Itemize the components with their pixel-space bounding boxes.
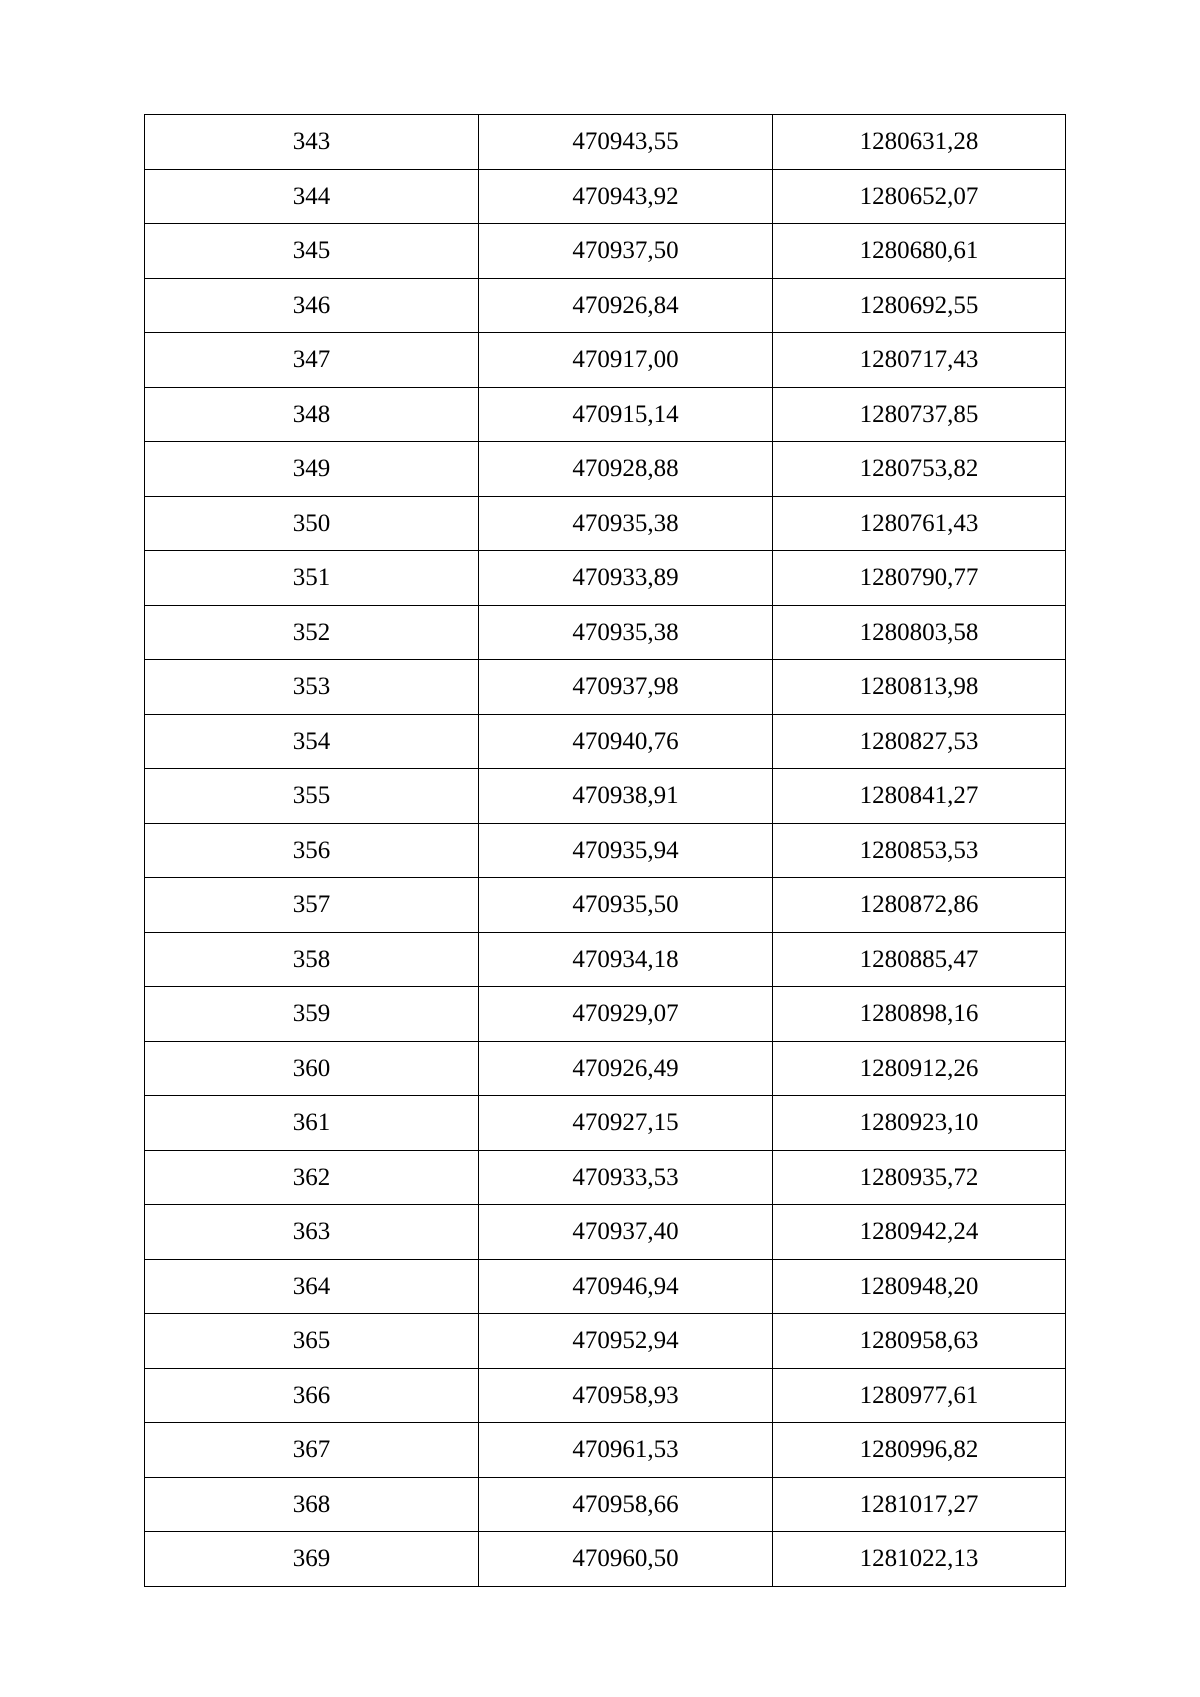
point-number-cell: 346 <box>145 278 479 333</box>
table-row <box>145 932 1066 987</box>
point-number-cell: 344 <box>145 169 479 224</box>
x-coordinate-cell: 470952,94 <box>479 1314 773 1369</box>
x-coordinate-cell: 470961,53 <box>479 1423 773 1478</box>
point-number-cell: 364 <box>145 1259 479 1314</box>
y-coordinate-cell: 1280803,58 <box>773 605 1066 660</box>
y-coordinate-cell: 1280948,20 <box>773 1259 1066 1314</box>
x-coordinate-cell: 470933,53 <box>479 1150 773 1205</box>
table-row <box>145 660 1066 715</box>
point-number-cell: 349 <box>145 442 479 497</box>
point-number-cell: 361 <box>145 1096 479 1151</box>
x-coordinate-cell: 470927,15 <box>479 1096 773 1151</box>
table-row <box>145 714 1066 769</box>
y-coordinate-cell: 1280717,43 <box>773 333 1066 388</box>
y-coordinate-cell: 1280898,16 <box>773 987 1066 1042</box>
y-coordinate-cell: 1280753,82 <box>773 442 1066 497</box>
y-coordinate-cell: 1281017,27 <box>773 1477 1066 1532</box>
point-number-cell: 363 <box>145 1205 479 1260</box>
point-number-cell: 360 <box>145 1041 479 1096</box>
x-coordinate-cell: 470917,00 <box>479 333 773 388</box>
point-number-cell: 354 <box>145 714 479 769</box>
x-coordinate-cell: 470935,94 <box>479 823 773 878</box>
y-coordinate-cell: 1280923,10 <box>773 1096 1066 1151</box>
table-row <box>145 169 1066 224</box>
point-number-cell: 353 <box>145 660 479 715</box>
point-number-cell: 358 <box>145 932 479 987</box>
x-coordinate-cell: 470929,07 <box>479 987 773 1042</box>
x-coordinate-cell: 470915,14 <box>479 387 773 442</box>
table-row <box>145 224 1066 279</box>
y-coordinate-cell: 1280692,55 <box>773 278 1066 333</box>
x-coordinate-cell: 470937,50 <box>479 224 773 279</box>
y-coordinate-cell: 1281022,13 <box>773 1532 1066 1587</box>
point-number-cell: 350 <box>145 496 479 551</box>
y-coordinate-cell: 1280996,82 <box>773 1423 1066 1478</box>
point-number-cell: 343 <box>145 115 479 170</box>
table-row <box>145 769 1066 824</box>
table-row <box>145 1205 1066 1260</box>
point-number-cell: 357 <box>145 878 479 933</box>
x-coordinate-cell: 470935,38 <box>479 496 773 551</box>
x-coordinate-cell: 470943,92 <box>479 169 773 224</box>
point-number-cell: 362 <box>145 1150 479 1205</box>
y-coordinate-cell: 1280737,85 <box>773 387 1066 442</box>
y-coordinate-cell: 1280912,26 <box>773 1041 1066 1096</box>
y-coordinate-cell: 1280958,63 <box>773 1314 1066 1369</box>
table-row <box>145 1314 1066 1369</box>
table-row <box>145 442 1066 497</box>
table-row <box>145 496 1066 551</box>
x-coordinate-cell: 470940,76 <box>479 714 773 769</box>
y-coordinate-cell: 1280652,07 <box>773 169 1066 224</box>
x-coordinate-cell: 470960,50 <box>479 1532 773 1587</box>
y-coordinate-cell: 1280761,43 <box>773 496 1066 551</box>
point-number-cell: 352 <box>145 605 479 660</box>
x-coordinate-cell: 470928,88 <box>479 442 773 497</box>
x-coordinate-cell: 470938,91 <box>479 769 773 824</box>
y-coordinate-cell: 1280827,53 <box>773 714 1066 769</box>
y-coordinate-cell: 1280942,24 <box>773 1205 1066 1260</box>
y-coordinate-cell: 1280885,47 <box>773 932 1066 987</box>
table-row <box>145 278 1066 333</box>
point-number-cell: 367 <box>145 1423 479 1478</box>
table-row <box>145 1368 1066 1423</box>
x-coordinate-cell: 470958,66 <box>479 1477 773 1532</box>
point-number-cell: 356 <box>145 823 479 878</box>
point-number-cell: 355 <box>145 769 479 824</box>
point-number-cell: 351 <box>145 551 479 606</box>
table-row <box>145 551 1066 606</box>
point-number-cell: 359 <box>145 987 479 1042</box>
point-number-cell: 365 <box>145 1314 479 1369</box>
y-coordinate-cell: 1280790,77 <box>773 551 1066 606</box>
x-coordinate-cell: 470926,49 <box>479 1041 773 1096</box>
x-coordinate-cell: 470935,50 <box>479 878 773 933</box>
table-row <box>145 333 1066 388</box>
point-number-cell: 348 <box>145 387 479 442</box>
table-row <box>145 1041 1066 1096</box>
table-row <box>145 823 1066 878</box>
x-coordinate-cell: 470933,89 <box>479 551 773 606</box>
table-row <box>145 987 1066 1042</box>
table-row <box>145 115 1066 170</box>
coordinates-table-body <box>145 115 1066 1587</box>
x-coordinate-cell: 470937,40 <box>479 1205 773 1260</box>
point-number-cell: 347 <box>145 333 479 388</box>
y-coordinate-cell: 1280935,72 <box>773 1150 1066 1205</box>
y-coordinate-cell: 1280631,28 <box>773 115 1066 170</box>
point-number-cell: 366 <box>145 1368 479 1423</box>
x-coordinate-cell: 470943,55 <box>479 115 773 170</box>
table-row <box>145 1477 1066 1532</box>
table-row <box>145 878 1066 933</box>
y-coordinate-cell: 1280680,61 <box>773 224 1066 279</box>
x-coordinate-cell: 470946,94 <box>479 1259 773 1314</box>
y-coordinate-cell: 1280853,53 <box>773 823 1066 878</box>
point-number-cell: 345 <box>145 224 479 279</box>
x-coordinate-cell: 470926,84 <box>479 278 773 333</box>
table-row <box>145 1423 1066 1478</box>
point-number-cell: 368 <box>145 1477 479 1532</box>
table-row <box>145 605 1066 660</box>
coordinates-table <box>144 114 1066 1587</box>
table-row <box>145 1259 1066 1314</box>
point-number-cell: 369 <box>145 1532 479 1587</box>
y-coordinate-cell: 1280813,98 <box>773 660 1066 715</box>
y-coordinate-cell: 1280841,27 <box>773 769 1066 824</box>
y-coordinate-cell: 1280977,61 <box>773 1368 1066 1423</box>
x-coordinate-cell: 470935,38 <box>479 605 773 660</box>
table-row <box>145 1532 1066 1587</box>
table-row <box>145 1096 1066 1151</box>
x-coordinate-cell: 470958,93 <box>479 1368 773 1423</box>
x-coordinate-cell: 470937,98 <box>479 660 773 715</box>
y-coordinate-cell: 1280872,86 <box>773 878 1066 933</box>
table-row <box>145 1150 1066 1205</box>
table-row <box>145 387 1066 442</box>
x-coordinate-cell: 470934,18 <box>479 932 773 987</box>
